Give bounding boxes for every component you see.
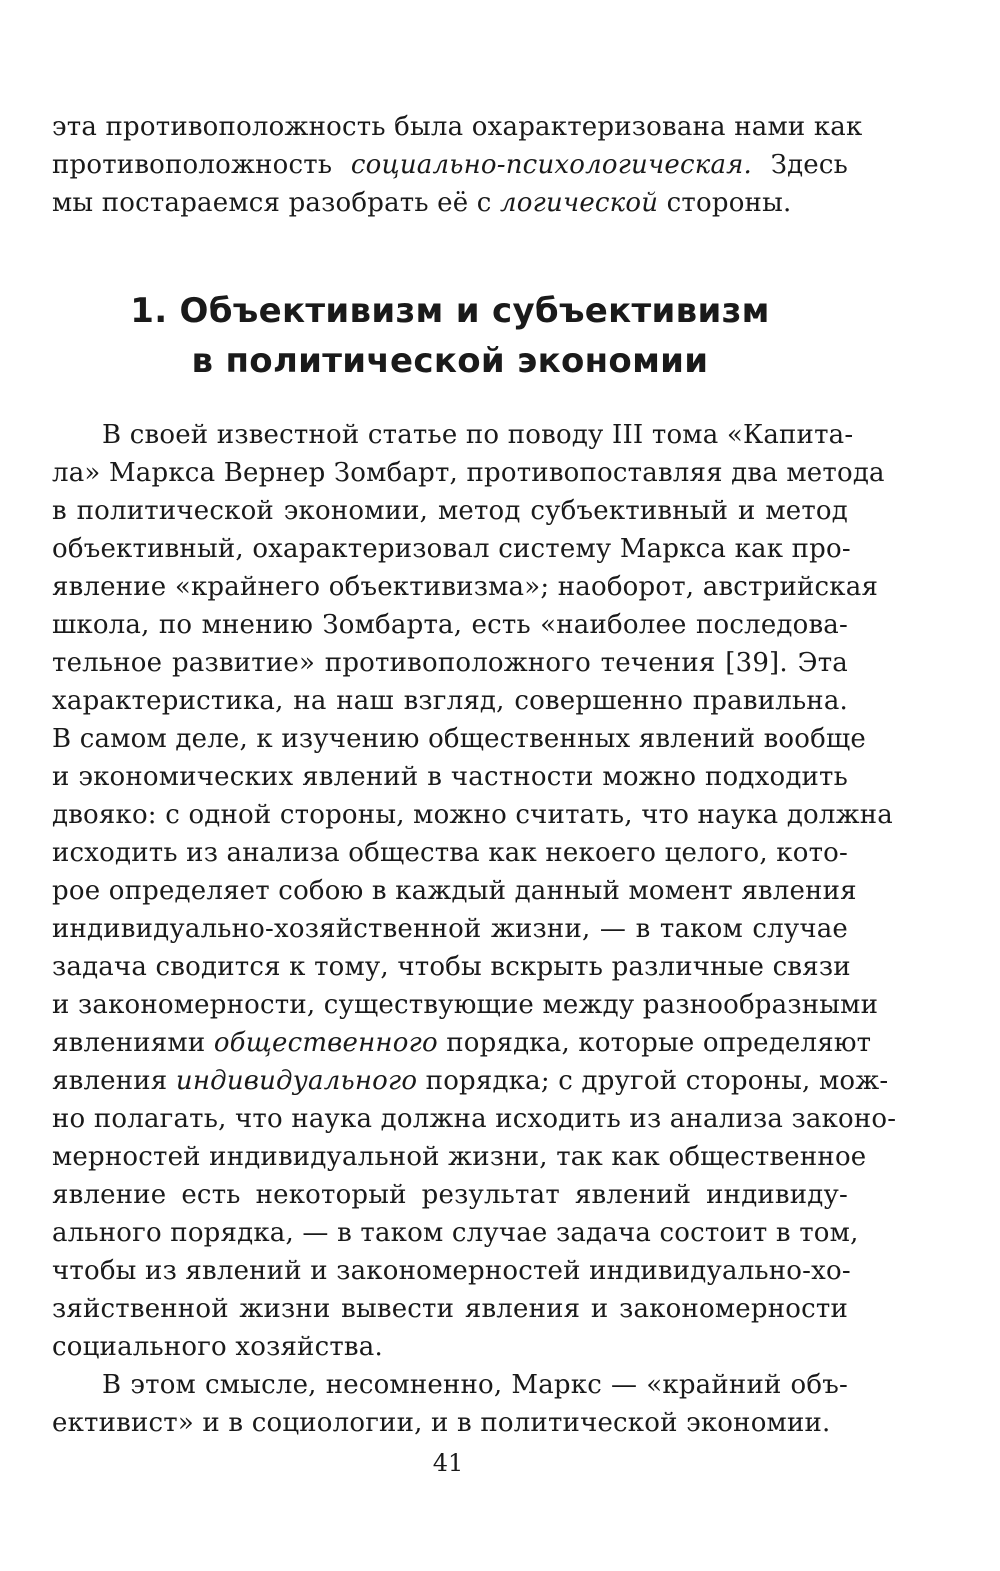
- text-line: и экономических явлений в частности можно подходить: [52, 762, 848, 792]
- text-line: рое определяет собою в каждый данный момент явления: [52, 876, 857, 906]
- text-line: В этом смысле, несомненно, Маркс — «крайний объ-: [102, 1370, 848, 1400]
- text-line: школа, по мнению Зомбарта, есть «наиболее последова-: [52, 610, 848, 640]
- text-fragment: порядка, которые определяют: [446, 1028, 872, 1058]
- text-line: [52, 1062, 889, 1100]
- text-line: индивидуально-хозяйственной жизни, — в таком случае: [52, 914, 848, 944]
- text-line: ла» Маркса Вернер Зомбарт, противопоставляя два метода: [52, 458, 885, 488]
- text-fragment: порядка; с другой стороны, мож-: [425, 1066, 889, 1096]
- text-line: мерностей индивидуальной жизни, так как общественное: [52, 1142, 867, 1172]
- text-line: [52, 184, 848, 222]
- text-line: зяйственной жизни вывести явления и закономерности: [52, 1294, 848, 1324]
- text-line: [52, 146, 848, 184]
- text-fragment: Здесь: [770, 150, 849, 180]
- text-line: [52, 1024, 872, 1062]
- text-line: в политической экономии, метод субъективный и метод: [52, 496, 848, 526]
- text-line: характеристика, на наш взгляд, совершенно правильна.: [52, 686, 848, 716]
- text-line: и закономерности, существующие между разнообразными: [52, 990, 879, 1020]
- italic-text: общественного: [213, 1028, 438, 1058]
- text-line: В своей известной статье по поводу III тома «Капита-: [102, 420, 854, 450]
- text-line: чтобы из явлений и закономерностей индивидуально-хо-: [52, 1256, 851, 1286]
- text-line: объективный, охарактеризовал систему Маркса как про-: [52, 534, 851, 564]
- intro-paragraph: [52, 108, 863, 222]
- section-heading-line: 1. Объективизм и субъективизм: [130, 291, 770, 331]
- text-fragment: противоположность: [52, 150, 333, 180]
- text-line: исходить из анализа общества как некоего целого, кото-: [52, 838, 848, 868]
- text-line: В самом деле, к изучению общественных явлений вообще: [52, 724, 866, 754]
- text-line: ального порядка, — в таком случае задача состоит в том,: [52, 1218, 859, 1248]
- text-line: явление есть некоторый результат явлений индивиду-: [52, 1180, 848, 1210]
- text-line: эта противоположность была охарактеризована нами как: [52, 112, 863, 142]
- page-number: 41: [432, 1449, 464, 1477]
- text-fragment: явления: [52, 1066, 168, 1096]
- text-line: но полагать, что наука должна исходить из анализа законо-: [52, 1104, 897, 1134]
- text-fragment: мы постараемся разобрать её с: [52, 188, 492, 218]
- text-fragment: стороны.: [666, 188, 792, 218]
- text-line: ективист» и в социологии, и в политической экономии.: [52, 1408, 831, 1438]
- section-heading: [52, 286, 848, 386]
- text-line: двояко: с одной стороны, можно считать, что наука должна: [52, 800, 893, 830]
- italic-text: индивидуального: [175, 1066, 418, 1096]
- text-line: задача сводится к тому, чтобы вскрыть различные связи: [52, 952, 851, 982]
- section-heading-line: в политической экономии: [191, 341, 709, 381]
- text-fragment: явлениями: [52, 1028, 206, 1058]
- text-line: социального хозяйства.: [52, 1332, 383, 1362]
- body-text: [52, 416, 897, 1442]
- text-line: тельное развитие» противоположного течения [39]. Эта: [52, 648, 848, 678]
- italic-text: логической: [500, 188, 659, 218]
- italic-text: социально-психологическая.: [350, 150, 753, 180]
- text-line: явление «крайнего объективизма»; наоборот, австрийская: [52, 572, 879, 602]
